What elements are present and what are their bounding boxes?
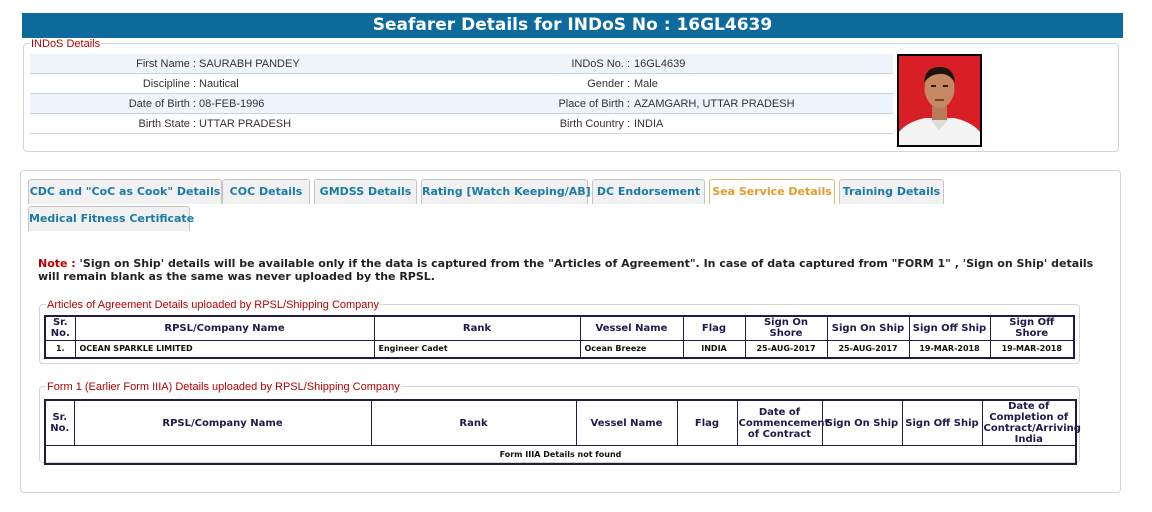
articles-legend: Articles of Agreement Details uploaded by RPSL/Shipping Company	[47, 299, 380, 311]
gender-label: Gender :	[587, 78, 630, 90]
cell-sign-on-shore: 25-AUG-2017	[745, 340, 827, 358]
first-name-value: SAURABH PANDEY	[199, 58, 300, 70]
form1-legend: Form 1 (Earlier Form IIIA) Details uploaded by RPSL/Shipping Company	[47, 381, 400, 393]
col-sign-off-ship: Sign Off Ship	[902, 400, 982, 446]
indos-details-section	[23, 38, 1119, 152]
col-rank: Rank	[374, 316, 580, 340]
pob-label: Place of Birth :	[558, 98, 630, 110]
tab-sea-service[interactable]: Sea Service Details	[709, 179, 835, 204]
person-photo-icon	[899, 56, 980, 145]
first-name-label: First Name :	[136, 58, 196, 70]
col-rank: Rank	[371, 400, 576, 446]
discipline-value: Nautical	[199, 78, 239, 90]
dob-label: Date of Birth :	[128, 98, 196, 110]
cell-sign-off-shore: 19-MAR-2018	[990, 340, 1074, 358]
discipline-label: Discipline :	[142, 78, 196, 90]
tab-gmdss[interactable]: GMDSS Details	[314, 179, 417, 204]
col-sign-on-ship: Sign On Ship	[827, 316, 909, 340]
cell-sign-on-ship: 25-AUG-2017	[827, 340, 909, 358]
cell-vessel: Ocean Breeze	[580, 340, 683, 358]
note-label: Note :	[38, 257, 76, 270]
tab-coc[interactable]: COC Details	[222, 179, 310, 204]
info-row-1	[30, 54, 893, 74]
tab-dc-endorsement[interactable]: DC Endorsement	[592, 179, 705, 204]
cell-company: OCEAN SPARKLE LIMITED	[75, 340, 374, 358]
col-sr-no: Sr. No.	[45, 316, 75, 340]
cell-sr: 1.	[45, 340, 75, 358]
col-sign-off-shore: Sign Off Shore	[990, 316, 1074, 340]
form1-section	[39, 381, 1081, 463]
birth-state-value: UTTAR PRADESH	[199, 118, 292, 130]
articles-header-row	[45, 316, 1074, 340]
col-sr-no: Sr. No.	[45, 400, 74, 446]
page-title: Seafarer Details for INDoS No : 16GL4639	[22, 13, 1123, 38]
col-sign-on-shore: Sign On Shore	[745, 316, 827, 340]
articles-table	[44, 315, 1075, 359]
pob-value: AZAMGARH, UTTAR PRADESH	[634, 98, 795, 110]
tab-medical-fitness[interactable]: Medical Fitness Certificate	[28, 206, 190, 231]
birth-state-label: Birth State :	[138, 118, 196, 130]
birth-country-value: INDIA	[634, 118, 664, 130]
form1-header-row	[45, 400, 1076, 446]
seafarer-photo	[897, 54, 982, 147]
col-sign-off-ship: Sign Off Ship	[909, 316, 990, 340]
gender-value: Male	[634, 78, 658, 90]
tab-training[interactable]: Training Details	[839, 179, 944, 204]
cell-flag: INDIA	[683, 340, 745, 358]
note-text: 'Sign on Ship' details will be available only if the data is captured from the "Articles of Agreement". In case of data captured from "FORM 1" , 'Sign on Ship' details will remain blank as the same was never uploaded by the RPSL.	[38, 257, 1094, 283]
table-row	[45, 446, 1076, 464]
dob-value: 08-FEB-1996	[199, 98, 265, 110]
cell-rank: Engineer Cadet	[374, 340, 580, 358]
col-flag: Flag	[677, 400, 737, 446]
indos-no-value: 16GL4639	[634, 58, 686, 70]
indos-details-legend: INDoS Details	[31, 38, 101, 50]
sign-on-ship-note	[38, 257, 1098, 283]
cell-sign-off-ship: 19-MAR-2018	[909, 340, 990, 358]
tab-cdc-coc-cook[interactable]: CDC and "CoC as Cook" Details	[28, 179, 222, 204]
col-commencement-date: Date of Commencement of Contract	[737, 400, 822, 446]
col-flag: Flag	[683, 316, 745, 340]
col-sign-on-ship: Sign On Ship	[822, 400, 902, 446]
col-completion-date: Date of Completion of Contract/Arriving India	[983, 401, 1081, 445]
col-company: RPSL/Company Name	[74, 400, 371, 446]
indos-no-label: INDoS No. :	[571, 58, 630, 70]
info-row-3	[30, 94, 893, 114]
info-row-2	[30, 74, 893, 94]
table-row	[45, 340, 1074, 358]
col-vessel: Vessel Name	[576, 400, 677, 446]
info-row-4	[30, 114, 893, 134]
col-vessel: Vessel Name	[580, 316, 683, 340]
details-tab-panel	[20, 170, 1121, 493]
birth-country-label: Birth Country :	[559, 118, 630, 130]
form1-not-found-message: Form IIIA Details not found	[45, 446, 1076, 464]
form1-table	[44, 399, 1081, 465]
articles-of-agreement-section	[39, 299, 1080, 364]
col-company: RPSL/Company Name	[75, 316, 374, 340]
tab-rating[interactable]: Rating [Watch Keeping/AB]	[421, 179, 588, 204]
